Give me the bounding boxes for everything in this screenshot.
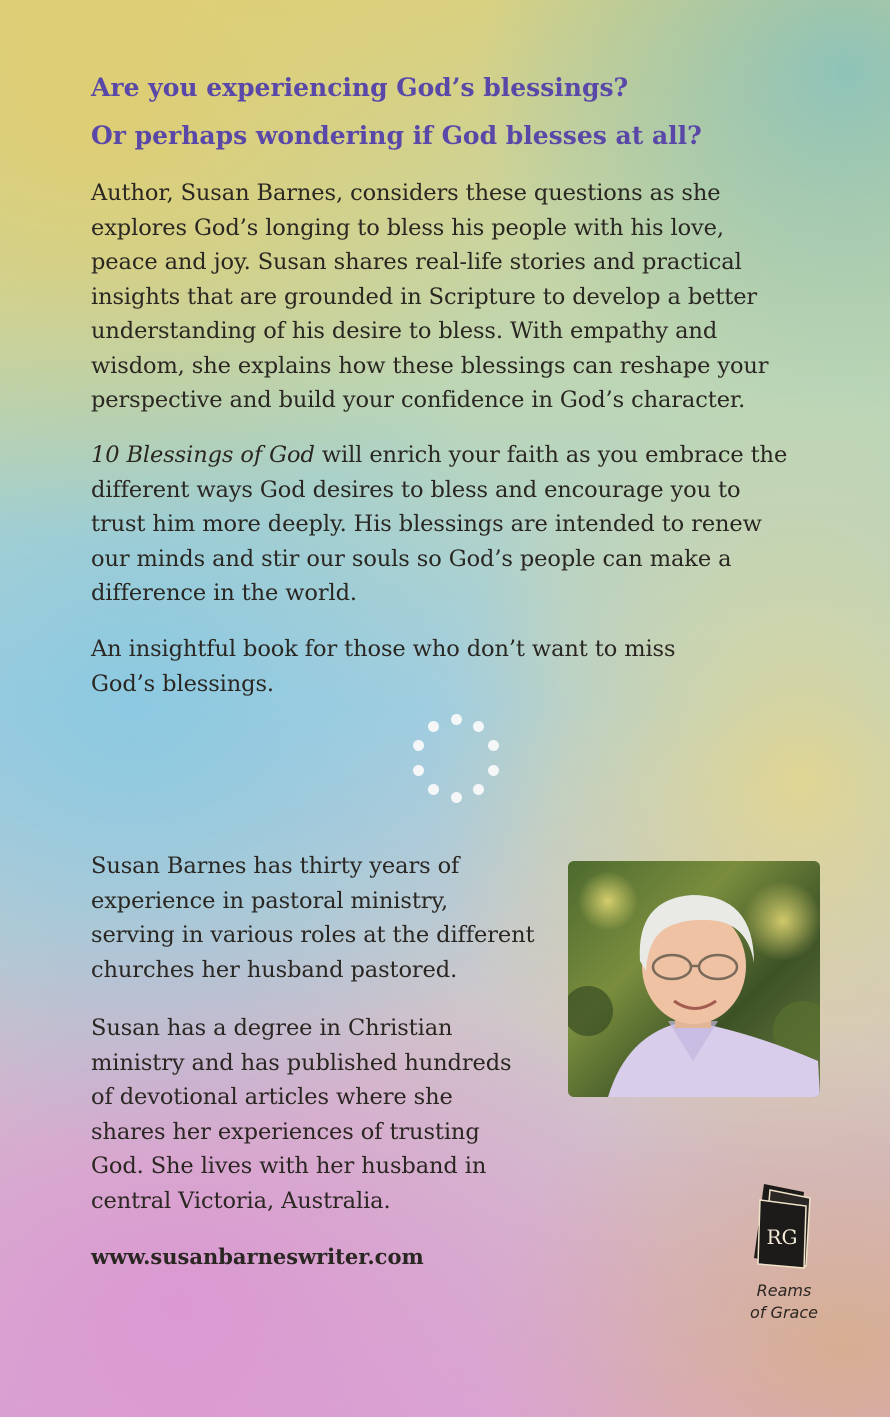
bio-p1-line: serving in various roles at the different <box>91 922 535 948</box>
bio-p2-line: Susan has a degree in Christian <box>91 1015 453 1041</box>
bio-p1-line: Susan Barnes has thirty years of <box>91 853 460 879</box>
publisher-name-line-1: Reams <box>756 1281 812 1300</box>
author-photo <box>568 861 820 1097</box>
description-p2-first-rest: will enrich your faith as you embrace the <box>314 442 788 468</box>
bio-p2-line: ministry and has published hundreds <box>91 1049 512 1076</box>
description-p3-line: An insightful book for those who don’t want to miss <box>91 636 676 662</box>
description-paragraph-2 <box>91 438 811 611</box>
bio-p2-line: of devotional articles where she <box>91 1084 453 1110</box>
bio-p1-line: churches her husband pastored. <box>91 956 458 983</box>
bio-p1-line: experience in pastoral ministry, <box>91 887 449 914</box>
publisher-name <box>742 1280 826 1324</box>
ornament-dot <box>488 765 499 776</box>
description-p2-line <box>91 438 811 473</box>
description-p1-line: peace and joy. Susan shares real-life stories and practical <box>91 249 742 275</box>
bio-p2-line: God. She lives with her husband in <box>91 1153 487 1179</box>
publisher-name-line-2: of Grace <box>750 1303 818 1322</box>
description-p2-line: different ways God desires to bless and encourage you to <box>91 476 741 503</box>
ornament-dot <box>488 740 499 751</box>
stacked-pages-rg-logo-icon <box>748 1180 820 1270</box>
description-paragraph-3 <box>91 632 811 701</box>
ornament-dot <box>451 792 462 803</box>
author-website: www.susanbarneswriter.com <box>91 1244 424 1269</box>
ornament-dot <box>428 784 439 795</box>
description-p3-line: God’s blessings. <box>91 670 274 697</box>
description-p2-line: difference in the world. <box>91 580 357 606</box>
bio-p2-line: central Victoria, Australia. <box>91 1187 391 1214</box>
heading-question-1: Are you experiencing God’s blessings? <box>91 73 629 102</box>
description-p1-line: understanding of his desire to bless. With empathy and <box>91 318 718 344</box>
book-title: 10 Blessings of God <box>91 442 315 468</box>
description-p1-line: wisdom, she explains how these blessings can reshape your <box>91 352 769 379</box>
ornament-dot <box>473 721 484 732</box>
ornament-dot <box>428 721 439 732</box>
bio-p2-line: shares her experiences of trusting <box>91 1118 480 1145</box>
author-photo-illustration <box>568 861 820 1097</box>
ornament-dot <box>413 740 424 751</box>
description-paragraph-1 <box>91 176 811 418</box>
description-p1-line: Author, Susan Barnes, considers these questions as she <box>91 180 721 206</box>
headings <box>91 64 702 160</box>
publisher-block <box>742 1180 826 1324</box>
description-p1-line: explores God’s longing to bless his people with his love, <box>91 214 724 241</box>
publisher-logo-letters: RG <box>766 1225 798 1249</box>
ornament-dot <box>413 765 424 776</box>
heading-question-2: Or perhaps wondering if God blesses at all? <box>91 121 702 150</box>
description-p1-line: perspective and build your confidence in God’s character. <box>91 387 746 413</box>
dot-circle-ornament-icon <box>410 712 502 804</box>
description-p2-line: our minds and stir our souls so God’s people can make a <box>91 545 732 572</box>
description-p1-line: insights that are grounded in Scripture to develop a better <box>91 283 758 310</box>
ornament-dot <box>451 714 462 725</box>
description-p2-line: trust him more deeply. His blessings are intended to renew <box>91 511 762 537</box>
ornament-dot <box>473 784 484 795</box>
